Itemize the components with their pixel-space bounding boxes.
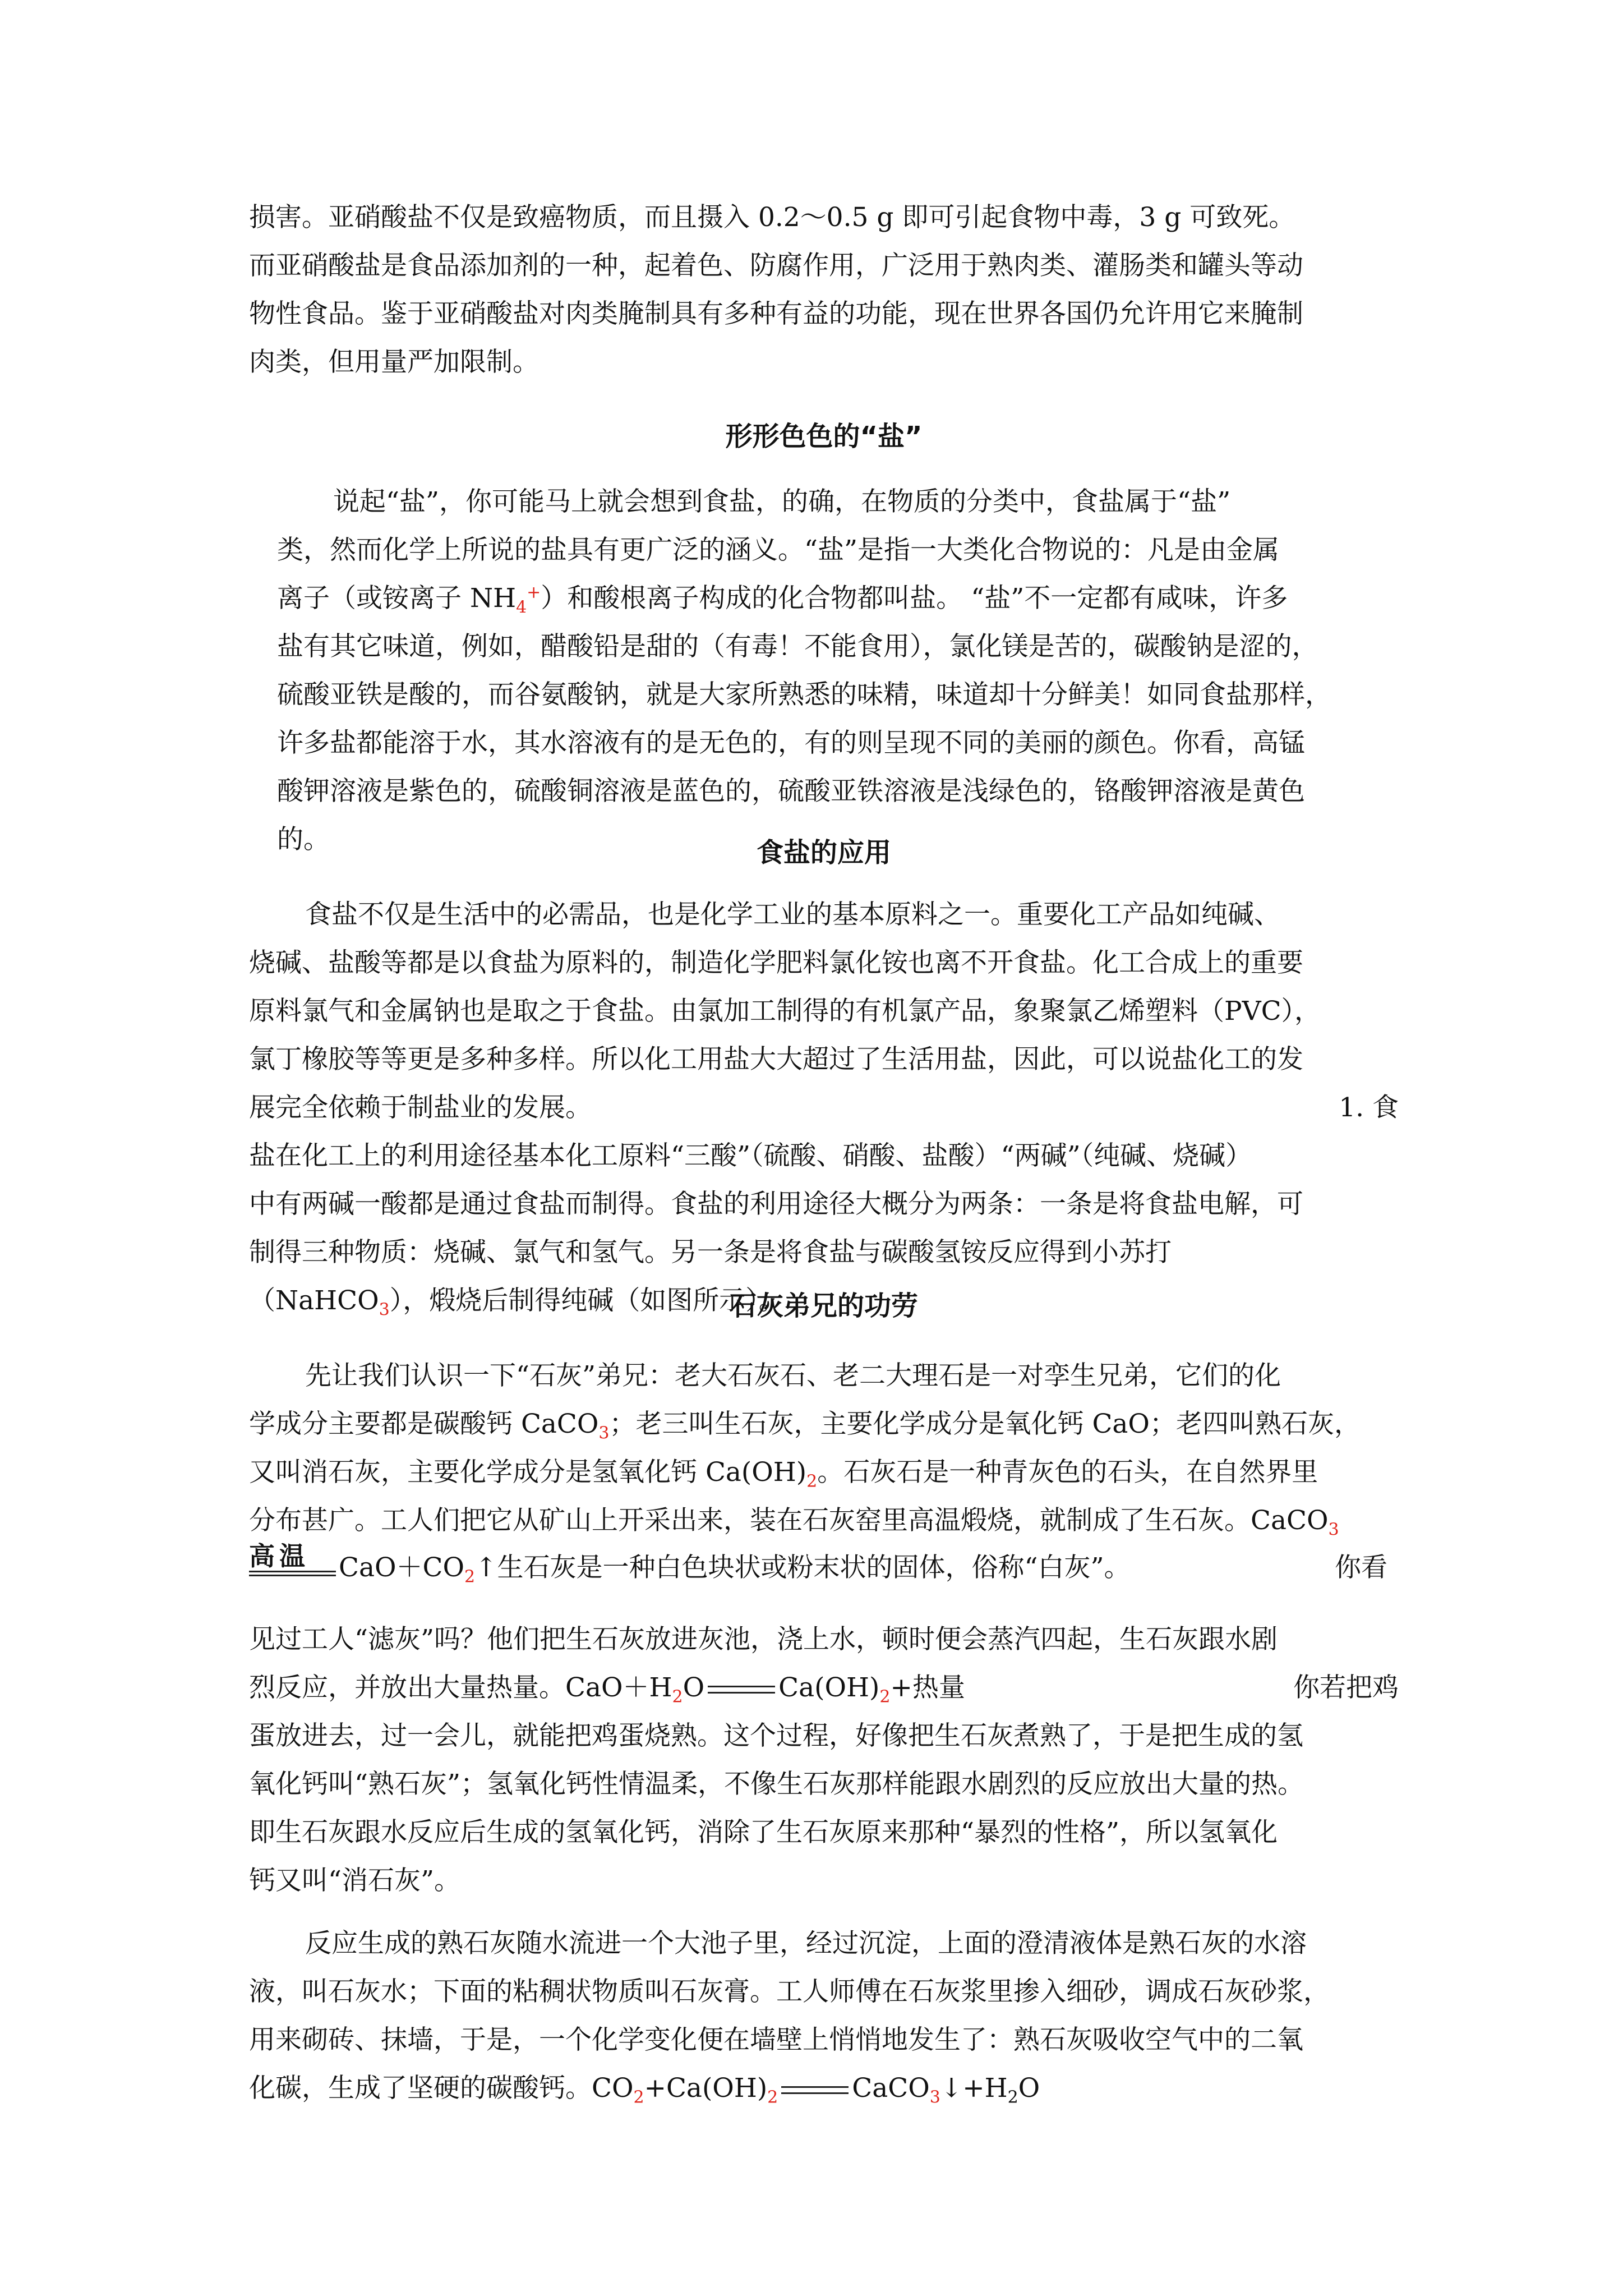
text-line: 烧碱、盐酸等都是以食盐为原料的，制造化学肥料氯化铵也离不开食盐。化工合成上的重要 (249, 947, 1303, 978)
text-line: 的。 (277, 824, 330, 855)
text-line (249, 1400, 1399, 1448)
section-salts-body (249, 478, 1399, 864)
text-line: 说起“盐”，你可能马上就会想到食盐，的确，在物质的分类中，食盐属于“盐” (333, 486, 1231, 517)
text-line: 钙又叫“消石灰”。 (249, 1865, 461, 1896)
text-line: 反应生成的熟石灰随水流进一个大池子里，经过沉淀，上面的澄清液体是熟石灰的水溶 (305, 1928, 1307, 1959)
text-fragment: ↓+H (940, 2073, 1008, 2104)
subscript: 2 (806, 1471, 818, 1492)
intro-paragraph (249, 194, 1399, 386)
text-fragment: 你看 (1335, 1552, 1387, 1583)
text-line: 盐有其它味道，例如，醋酸铅是甜的（有毒！不能食用），氯化镁是苦的，碳酸钠是涩的， (277, 631, 1318, 662)
text-fragment: CaO＋CO (339, 1552, 465, 1583)
text-fragment: ；老三叫生石灰，主要化学成分是氧化钙 CaO；老四叫熟石灰， (609, 1409, 1361, 1439)
subscript: 4 (516, 597, 527, 618)
text-fragment: 你若把鸡 (1293, 1672, 1399, 1703)
subscript: 3 (598, 1423, 610, 1443)
text-fragment: ），煅烧后制得纯碱（如图所示）。 (389, 1285, 785, 1316)
text-line (249, 1497, 1399, 1545)
equation-line (339, 1544, 1292, 1592)
text-line: 硫酸亚铁是酸的，而谷氨酸钠，就是大家所熟悉的味精，味道却十分鲜美！如同食盐那样， (277, 679, 1331, 710)
subscript: 2 (672, 1687, 683, 1707)
text-fragment: 又叫消石灰，主要化学成分是氢氧化钙 Ca(OH) (249, 1457, 807, 1488)
text-line: 即生石灰跟水反应后生成的氢氧化钙，消除了生石灰原来那种“暴烈的性格”，所以氢氧化 (249, 1817, 1278, 1848)
text-line: 制得三种物质：烧碱、氯气和氢气。另一条是将食盐与碳酸氢铵反应得到小苏打 (249, 1237, 1172, 1268)
text-fragment: +Ca(OH) (644, 2073, 768, 2104)
section-title-salts: 形形色色的“盐” (725, 421, 923, 452)
section-salt-uses-body (249, 891, 1399, 1325)
text-line: 先让我们认识一下“石灰”弟兄：老大石灰石、老二大理石是一对孪生兄弟，它们的化 (305, 1360, 1281, 1391)
text-line: 氯丁橡胶等等更是多种多样。所以化工用盐大大超过了生活用盐，因此，可以说盐化工的发 (249, 1044, 1303, 1075)
text-line: 肉类，但用量严加限制。 (249, 347, 539, 378)
text-line: 许多盐都能溶于水，其水溶液有的是无色的，有的则呈现不同的美丽的颜色。你看，高锰 (277, 728, 1305, 758)
section-title-salt-uses: 食盐的应用 (756, 837, 891, 868)
text-fragment: 展完全依赖于制盐业的发展。 (249, 1092, 592, 1123)
equals-sign (708, 1686, 775, 1694)
text-line: 液，叫石灰水；下面的粘稠状物质叫石灰膏。工人师傅在石灰浆里掺入细砂，调成石灰砂浆， (249, 1976, 1330, 2007)
equals-sign (781, 2086, 849, 2094)
subscript: 3 (1328, 1520, 1339, 1540)
subscript: 3 (379, 1300, 390, 1320)
section-lime-body-cont (249, 1616, 1399, 1905)
subscript: 2 (1007, 2087, 1018, 2108)
text-line (249, 2064, 1399, 2113)
text-line: 食盐不仅是生活中的必需品，也是化学工业的基本原料之一。重要化工产品如纯碱、 (305, 899, 1280, 930)
text-fragment: O (683, 1672, 705, 1703)
text-fragment: 离子（或铵离子 NH (277, 583, 517, 614)
subscript: 2 (633, 2087, 644, 2108)
text-line (249, 1448, 1399, 1497)
text-line: 类，然而化学上所说的盐具有更广泛的涵义。“盐”是指一大类化合物说的：凡是由金属 (277, 535, 1280, 565)
text-line: 中有两碱一酸都是通过食盐而制得。食盐的利用途径大概分为两条：一条是将食盐电解，可 (249, 1189, 1303, 1220)
text-fragment: （NaHCO (249, 1285, 379, 1316)
text-line: 物性食品。鉴于亚硝酸盐对肉类腌制具有多种有益的功能，现在世界各国仍允许用它来腌制 (249, 298, 1303, 329)
text-fragment: 。石灰石是一种青灰色的石头，在自然界里 (817, 1457, 1318, 1488)
text-line: 酸钾溶液是紫色的，硫酸铜溶液是蓝色的，硫酸亚铁溶液是浅绿色的，铬酸钾溶液是黄色 (277, 776, 1305, 807)
text-line: 蛋放进去，过一会儿，就能把鸡蛋烧熟。这个过程，好像把生石灰煮熟了，于是把生成的氢 (249, 1720, 1303, 1751)
text-line: 盐在化工上的利用途径基本化工原料“三酸”（硫酸、硝酸、盐酸）“两碱”（纯碱、烧碱） (249, 1140, 1252, 1171)
text-fragment: 烈反应，并放出大量热量。CaO＋H (249, 1672, 672, 1703)
text-line: 原料氯气和金属钠也是取之于食盐。由氯加工制得的有机氯产品，象聚氯乙烯塑料（PVC）， (249, 996, 1321, 1027)
text-fragment: O (1018, 2073, 1040, 2104)
equals-sign (249, 1571, 336, 1576)
text-line: 损害。亚硝酸盐不仅是致癌物质，而且摄入 0.2～0.5 g 即可引起食物中毒，3 g 可致死。 (249, 202, 1295, 233)
text-line: 用来砌砖、抹墙，于是，一个化学变化便在墙壁上悄悄地发生了：熟石灰吸收空气中的二氧 (249, 2024, 1303, 2055)
text-fragment: Ca(OH) (778, 1672, 880, 1703)
reaction-condition (249, 1542, 339, 1576)
text-fragment: 分布甚广。工人们把它从矿山上开采出来，装在石灰窑里高温煅烧，就制成了生石灰。CaCO (249, 1505, 1329, 1536)
text-line: 见过工人“滤灰”吗？他们把生石灰放进灰池，浇上水，顿时便会蒸汽四起，生石灰跟水剧 (249, 1624, 1278, 1655)
text-fragment: ↑生石灰是一种白色块状或粉末状的固体，俗称“白灰”。 (475, 1552, 1131, 1583)
subscript: 3 (929, 2087, 940, 2108)
condition-label: 高温 (249, 1541, 310, 1571)
text-line (249, 1664, 1399, 1712)
section-lime-paragraph-2 (249, 1920, 1399, 2113)
list-number: 1. 食 (1339, 1092, 1399, 1123)
text-line: 氧化钙叫“熟石灰”；氢氧化钙性情温柔，不像生石灰那样能跟水剧烈的反应放出大量的热。 (249, 1769, 1304, 1800)
text-fragment: 学成分主要都是碳酸钙 CaCO (249, 1409, 599, 1439)
subscript: 2 (464, 1567, 476, 1587)
superscript: + (527, 582, 541, 602)
text-fragment: 化碳，生成了坚硬的碳酸钙。CO (249, 2073, 634, 2104)
text-line (339, 1544, 1292, 1592)
text-fragment: ）和酸根离子构成的化合物都叫盐。 “盐”不一定都有咸味，许多 (541, 583, 1288, 614)
text-line: 而亚硝酸盐是食品添加剂的一种，起着色、防腐作用，广泛用于熟肉类、灌肠类和罐头等动 (249, 250, 1303, 281)
section-lime-body (249, 1352, 1399, 1545)
subscript: 2 (767, 2087, 778, 2108)
section-title-lime: 石灰弟兄的功劳 (729, 1290, 918, 1322)
text-fragment: CaCO (852, 2073, 930, 2104)
text-line-nh4 (249, 574, 1399, 623)
subscript: 2 (879, 1687, 891, 1707)
text-line (249, 1084, 1399, 1132)
text-fragment: +热量 (890, 1672, 965, 1703)
